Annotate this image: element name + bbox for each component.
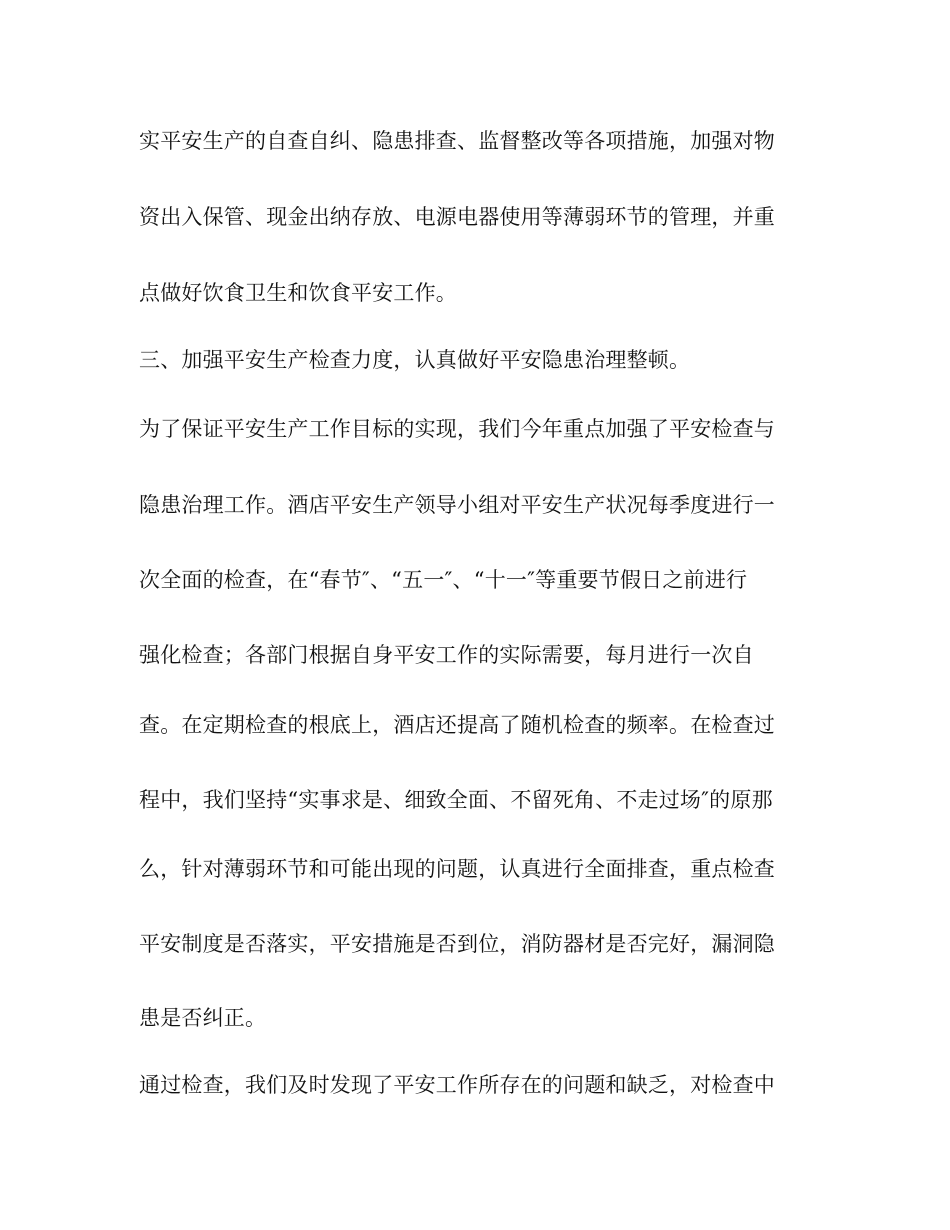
- text-line: 平安制度是否落实，平安措施是否到位，消防器材是否完好，漏洞隐: [139, 932, 775, 956]
- text-line: 通过检查，我们及时发现了平安工作所存在的问题和缺乏，对检查中: [139, 1073, 775, 1097]
- text-line: 程中，我们坚持“实事求是、细致全面、不留死角、不走过场″的原那: [139, 788, 773, 812]
- text-line: 强化检查；各部门根据自身平安工作的实际需要，每月进行一次自: [139, 643, 754, 667]
- text-line: 实平安生产的自查自纠、隐患排查、监督整改等各项措施，加强对物: [139, 129, 775, 153]
- text-line: 查。在定期检查的根底上，酒店还提高了随机检查的频率。在检查过: [139, 713, 775, 737]
- text-line: 隐患治理工作。酒店平安生产领导小组对平安生产状况每季度进行一: [139, 493, 775, 517]
- text-line: 患是否纠正。: [139, 1006, 267, 1030]
- text-line: 资出入保管、现金出纳存放、电源电器使用等薄弱环节的管理，并重: [139, 205, 775, 229]
- text-line: 次全面的检查，在“春节″、“五一″、“十一″等重要节假日之前进行: [139, 568, 748, 592]
- text-line: 点做好饮食卫生和饮食平安工作。: [139, 281, 457, 305]
- text-line: 么，针对薄弱环节和可能出现的问题，认真进行全面排查，重点检查: [139, 857, 775, 881]
- text-line: 为了保证平安生产工作目标的实现，我们今年重点加强了平安检查与: [139, 417, 775, 441]
- section-heading: 三、加强平安生产检查力度，认真做好平安隐患治理整顿。: [139, 348, 691, 372]
